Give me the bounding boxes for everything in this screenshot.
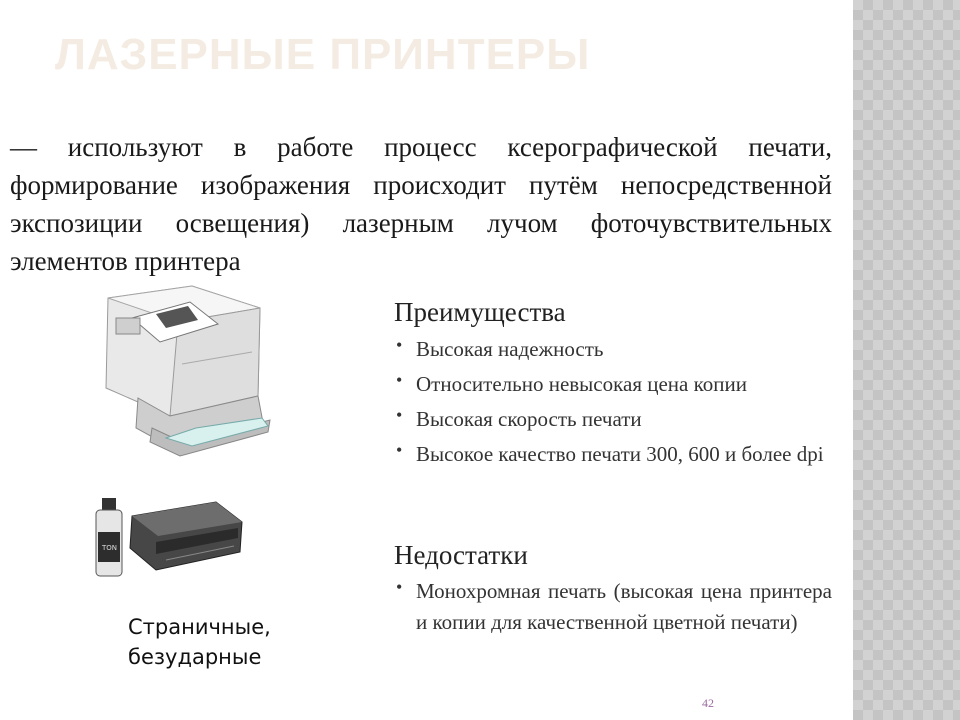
- list-item: • Высокая надежность: [394, 334, 832, 365]
- caption-line: безударные: [128, 645, 262, 669]
- laser-printer-image: [92, 278, 274, 472]
- caption-line: Страничные,: [128, 615, 271, 639]
- printer-caption: [128, 612, 271, 672]
- svg-text:TON: TON: [102, 544, 118, 552]
- list-item: • Монохромная печать (высокая цена принтера и копии для качественной цветной печати): [394, 576, 832, 638]
- decorative-side-panel: [853, 0, 960, 720]
- disadvantages-heading: Недостатки: [394, 540, 528, 570]
- slide-title: ЛАЗЕРНЫЕ ПРИНТЕРЫ: [55, 30, 591, 79]
- intro-paragraph: — используют в работе процесс ксерографической печати, формирование изображения происходит путём непосредственной экспозиции освещения) лазерным лучом фоточувствительных элементов принтера: [10, 132, 832, 276]
- toner-cartridge-image: [80, 494, 246, 582]
- list-item: • Относительно невысокая цена копии: [394, 369, 832, 400]
- disadvantages-list: [394, 576, 832, 642]
- list-item: • Высокая скорость печати: [394, 404, 832, 435]
- page-number: 42: [702, 696, 714, 710]
- list-item: • Высокое качество печати 300, 600 и более dpi: [394, 439, 832, 470]
- advantages-list: [394, 334, 832, 474]
- advantages-heading: Преимущества: [394, 297, 566, 327]
